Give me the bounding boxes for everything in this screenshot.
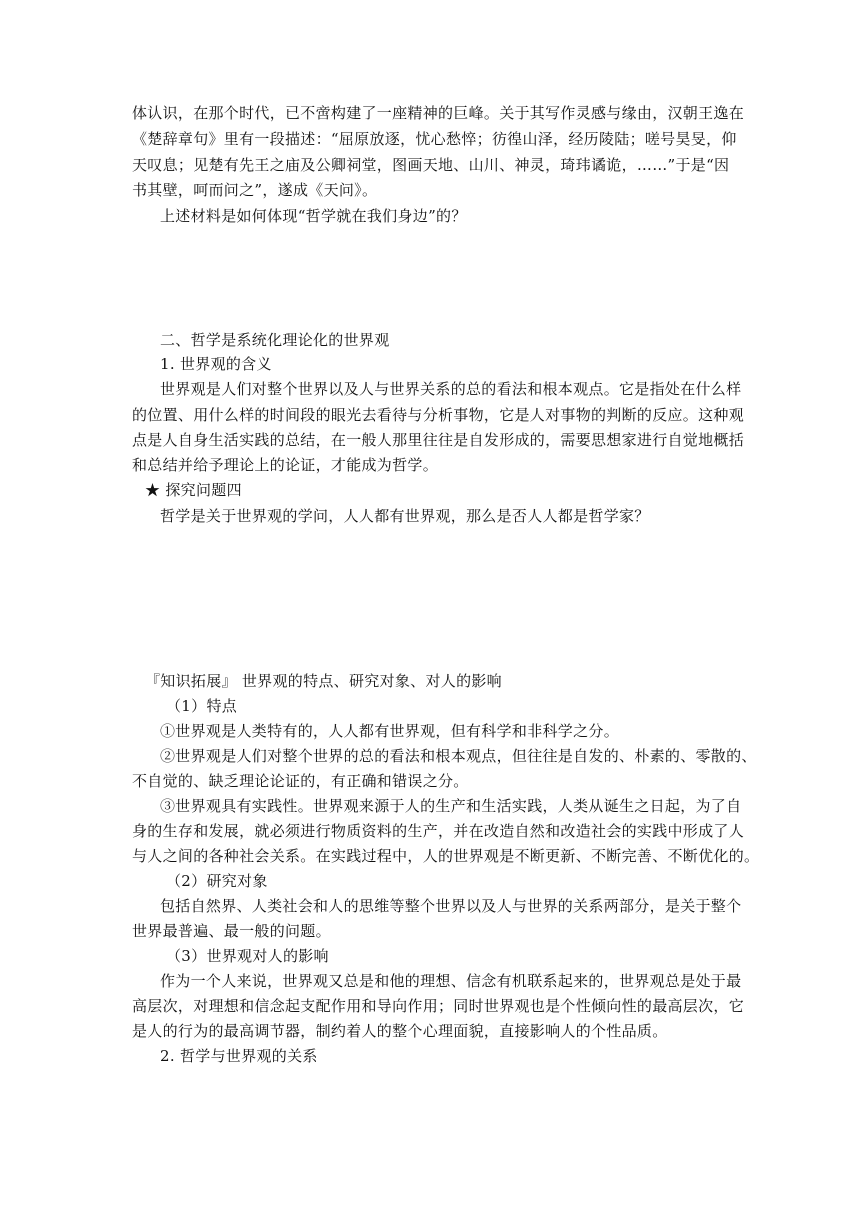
paragraph-line: 体认识，在那个时代，已不啻构建了一座精神的巨峰。关于其写作灵感与缘由，汉朝王逸在 — [132, 104, 745, 122]
paragraph-line: 书其壁，呵而问之”，遂成《天问》。 — [132, 181, 378, 199]
paragraph-line: 身的生存和发展，就必须进行物质资料的生产，并在改造自然和改造社会的实践中形成了人 — [132, 822, 745, 840]
paragraph-line: 天叹息；见楚有先王之庙及公卿祠堂，图画天地、山川、神灵，琦玮谲诡，……”于是“因 — [132, 156, 730, 174]
paragraph-line: 不自觉的、缺乏理论论证的，有正确和错误之分。 — [132, 772, 469, 790]
paragraph-line: 和总结并给予理论上的论证，才能成为哲学。 — [132, 456, 439, 474]
paragraph-line: 点是人自身生活实践的总结，在一般人那里往往是自发形成的，需要思想家进行自觉地概括 — [132, 431, 745, 449]
section-heading: 二、哲学是系统化理论化的世界观 — [160, 331, 390, 349]
paragraph-line: 世界最普遍、最一般的问题。 — [132, 922, 331, 940]
paragraph-line: 高层次，对理想和信念起支配作用和导向作用；同时世界观也是个性倾向性的最高层次，它 — [132, 997, 745, 1015]
question-line: 上述材料是如何体现“哲学就在我们身边”的？ — [160, 207, 467, 225]
question-line: 哲学是关于世界观的学问，人人都有世界观，那么是否人人都是哲学家？ — [160, 507, 650, 525]
paragraph-line: 世界观是人们对整个世界以及人与世界关系的总的看法和根本观点。它是指处在什么样 — [160, 380, 742, 398]
extension-heading: 『知识拓展』 世界观的特点、研究对象、对人的影响 — [145, 672, 502, 690]
paragraph-line: ③世界观具有实践性。世界观来源于人的生产和生活实践，人类从诞生之日起，为了自 — [160, 797, 742, 815]
paragraph-line: ②世界观是人们对整个世界的总的看法和根本观点，但往往是自发的、朴素的、零散的、 — [160, 747, 757, 765]
point-heading: （1）特点 — [166, 697, 238, 715]
paragraph-line: 的位置、用什么样的时间段的眼光去看待与分析事物，它是人对事物的判断的反应。这种观 — [132, 406, 745, 424]
point-heading: （3）世界观对人的影响 — [166, 947, 329, 965]
paragraph-line: 与人之间的各种社会关系。在实践过程中，人的世界观是不断更新、不断完善、不断优化的。 — [132, 847, 760, 865]
paragraph-line: 《楚辞章句》里有一段描述：“屈原放逐，忧心愁悴；彷徨山泽，经历陵陆；嗟号昊旻，仰 — [132, 130, 737, 148]
inquiry-heading: ★ 探究问题四 — [145, 481, 242, 499]
subsection-heading: 2. 哲学与世界观的关系 — [160, 1047, 318, 1065]
subsection-heading: 1. 世界观的含义 — [160, 355, 272, 373]
paragraph-line: 是人的行为的最高调节器，制约着人的整个心理面貌，直接影响人的个性品质。 — [132, 1022, 668, 1040]
paragraph-line: 包括自然界、人类社会和人的思维等整个世界以及人与世界的关系两部分，是关于整个 — [160, 897, 742, 915]
paragraph-line: 作为一个人来说，世界观又总是和他的理想、信念有机联系起来的，世界观总是处于最 — [160, 972, 742, 990]
paragraph-line: ①世界观是人类特有的，人人都有世界观，但有科学和非科学之分。 — [160, 722, 620, 740]
point-heading: （2）研究对象 — [166, 872, 268, 890]
